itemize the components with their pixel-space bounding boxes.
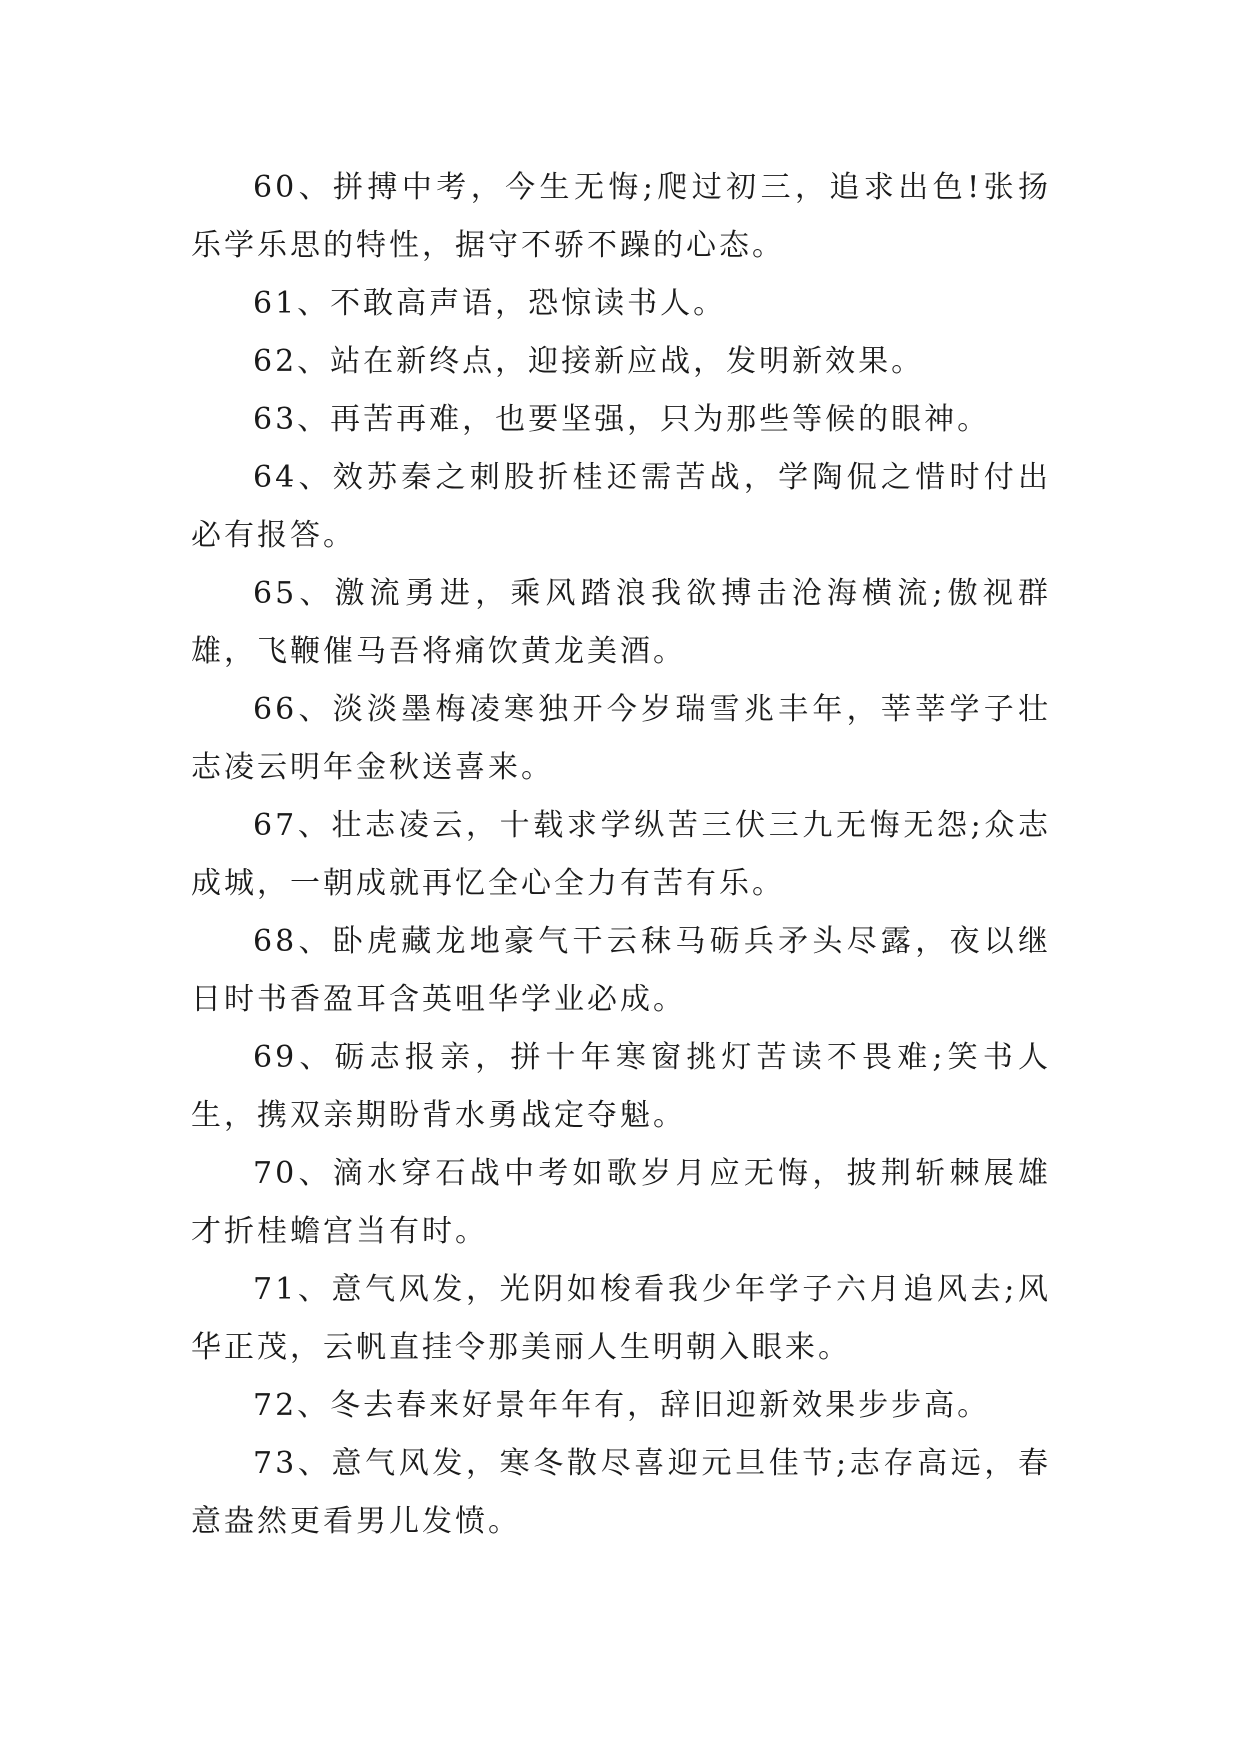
paragraph-65: 65、激流勇进，乘风踏浪我欲搏击沧海横流;傲视群雄，飞鞭催马吾将痛饮黄龙美酒。 bbox=[191, 576, 1051, 669]
paragraph-62: 62、站在新终点，迎接新应战，发明新效果。 bbox=[253, 344, 925, 379]
document-body bbox=[191, 159, 1051, 1551]
paragraph-60: 60、拼搏中考，今生无悔;爬过初三，追求出色!张扬乐学乐思的特性，据守不骄不躁的心态。 bbox=[191, 170, 1051, 263]
paragraph-63: 63、再苦再难，也要坚强，只为那些等候的眼神。 bbox=[253, 402, 991, 437]
paragraph-73: 73、意气风发，寒冬散尽喜迎元旦佳节;志存高远，春意盎然更看男儿发愤。 bbox=[191, 1446, 1051, 1539]
paragraph-61: 61、不敢高声语，恐惊读书人。 bbox=[253, 286, 727, 321]
paragraph-67: 67、壮志凌云，十载求学纵苦三伏三九无悔无怨;众志成城，一朝成就再忆全心全力有苦有乐。 bbox=[191, 808, 1051, 901]
paragraph-70: 70、滴水穿石战中考如歌岁月应无悔，披荆斩棘展雄才折桂蟾宫当有时。 bbox=[191, 1156, 1051, 1249]
paragraph-71: 71、意气风发，光阴如梭看我少年学子六月追风去;风华正茂，云帆直挂令那美丽人生明朝入眼来。 bbox=[191, 1272, 1051, 1365]
paragraph-64: 64、效苏秦之刺股折桂还需苦战，学陶侃之惜时付出必有报答。 bbox=[191, 460, 1051, 553]
paragraph-72: 72、冬去春来好景年年有，辞旧迎新效果步步高。 bbox=[253, 1388, 991, 1423]
paragraph-68: 68、卧虎藏龙地豪气干云秣马砺兵矛头尽露，夜以继日时书香盈耳含英咀华学业必成。 bbox=[191, 924, 1051, 1017]
paragraph-66: 66、淡淡墨梅凌寒独开今岁瑞雪兆丰年，莘莘学子壮志凌云明年金秋送喜来。 bbox=[191, 692, 1051, 785]
paragraph-69: 69、砺志报亲，拼十年寒窗挑灯苦读不畏难;笑书人生，携双亲期盼背水勇战定夺魁。 bbox=[191, 1040, 1051, 1133]
